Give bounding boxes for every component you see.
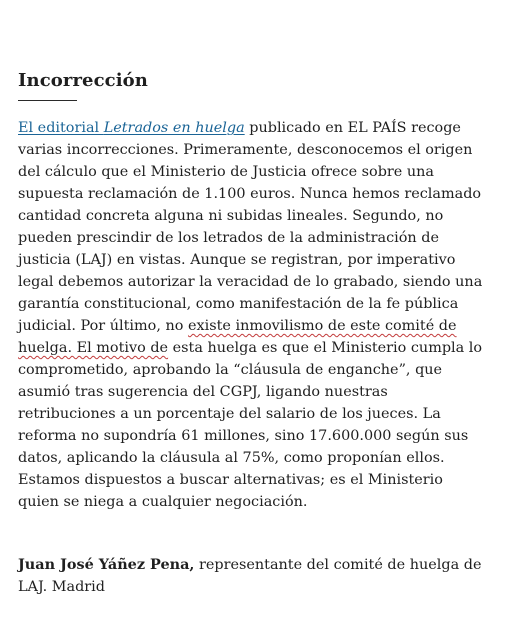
editorial-link[interactable] — [18, 120, 245, 136]
letter-signature — [18, 554, 488, 598]
body-intro-text: publicado en EL PAÍS recoge varias incorrecciones. Primeramente, desconocemos el origen del cálculo que el Ministerio de Justicia ofrece sobre una supuesta reclamación de 1.100 euros. Nunca hemos reclamado cantidad concreta alguna ni subidas lineales. Segundo, no pueden prescindir de los letrados de la administración de justicia (LAJ) en vistas. Aunque se registran, por imperativo legal debemos autorizar la veracidad de lo grabado, siendo una garantía constitucional, como manifestación de la fe pública judicial. Por último, no — [18, 120, 483, 334]
author-name: Juan José Yáñez Pena, — [18, 556, 195, 573]
heading-divider — [18, 100, 77, 101]
editorial-link-prefix: El editorial — [18, 120, 104, 136]
letter-heading: Incorrección — [18, 70, 148, 91]
body-rest-text: esta huelga es que el Ministerio cumpla lo comprometido, aprobando la “cláusula de enganche”, que asumió tras sugerencia del CGPJ, ligando nuestras retribuciones a un porcentaje del salario de los jueces. La reforma no supondría 61 millones, sino 17.600.000 según sus datos, aplicando la cláusula al 75%, como proponían ellos. Estamos dispuestos a buscar alternativas; es el Ministerio quien se niega a cualquier negociación. — [18, 340, 483, 510]
letter-body — [18, 117, 488, 513]
editorial-link-title: Letrados en huelga — [103, 120, 245, 136]
author-role: representante del comité de huelga de LAJ. Madrid — [18, 557, 482, 595]
spellcheck-marked-text: existe inmovilismo de este comité de huelga. El motivo de — [18, 318, 457, 356]
